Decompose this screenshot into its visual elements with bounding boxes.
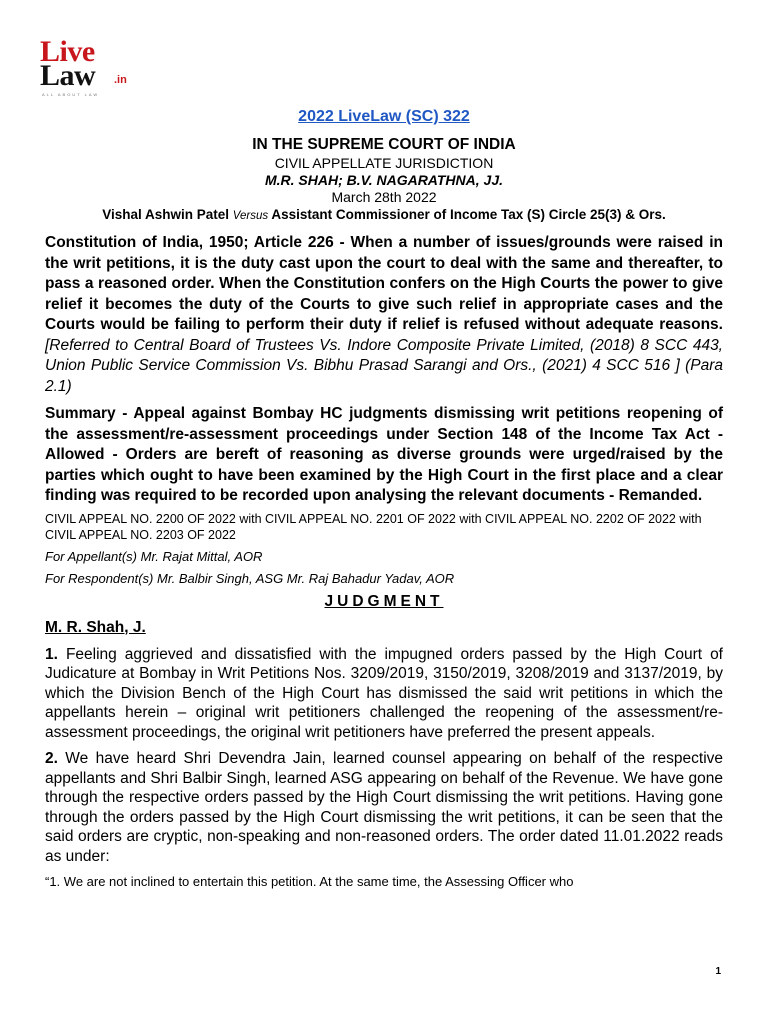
quoted-order: “1. We are not inclined to entertain this petition. At the same time, the Assessing Officer who xyxy=(45,874,574,889)
case-parties xyxy=(45,206,723,225)
paragraph-text: We have heard Shri Devendra Jain, learned counsel appearing on behalf of the respective appellants and Shri Balbir Singh, learned ASG appearing on behalf of the Revenue. We have gone through the respective orders passed by the High Court dismissing the writ petitions. Having gone through the orders passed by the High Court dismissing the writ petitions, it can be seen that the said orders are cryptic, non-speaking and non-reasoned orders. The order dated 11.01.2022 reads as under: xyxy=(45,750,724,865)
logo-tagline: ALL ABOUT LAW xyxy=(42,92,100,97)
citation-link[interactable]: 2022 LiveLaw (SC) 322 xyxy=(298,108,470,125)
court-name: IN THE SUPREME COURT OF INDIA xyxy=(252,136,516,153)
judgment-author: M. R. Shah, J. xyxy=(45,618,146,636)
document-body xyxy=(45,108,723,890)
logo-law-text: Law xyxy=(40,59,96,92)
logo-live-text: Live xyxy=(40,35,95,68)
paragraph-2 xyxy=(45,749,723,866)
jurisdiction: CIVIL APPELLATE JURISDICTION xyxy=(274,155,494,171)
counsel-respondent: For Respondent(s) Mr. Balbir Singh, ASG Mr. Raj Bahadur Yadav, AOR xyxy=(45,570,455,586)
headnote xyxy=(45,233,723,397)
page-number: 1 xyxy=(715,966,721,977)
paragraph-text: Feeling aggrieved and dissatisfied with the impugned orders passed by the High Court of Judicature at Bombay in Writ Petitions Nos. 3209/2019, 3150/2019, 3208/2019 and 3137/2019, by which the Division Bench of the High Court has dismissed the said writ petitions in which the appellants herein – original writ petitioners challenged the reopening of the assessment/re-assessment proceedings, the original writ petitioners have preferred the present appeals. xyxy=(45,645,723,741)
paragraph-1 xyxy=(45,645,723,743)
paragraph-number: 1. xyxy=(45,645,58,663)
appeal-numbers: CIVIL APPEAL NO. 2200 OF 2022 with CIVIL APPEAL NO. 2201 OF 2022 with CIVIL APPEAL NO. 2202 OF 2022 with CIVIL APPEAL NO. 2203 OF 2022 xyxy=(45,511,702,542)
livelaw-logo xyxy=(40,35,140,97)
summary: Summary - Appeal against Bombay HC judgments dismissing writ petitions reopening of the assessment/re-assessment proceedings under Section 148 of the Income Tax Act - Allowed - Orders are bereft of reasoning as diverse grounds were urged/raised by the parties which ought to have been examined by the High Court in the first place and a clear finding was required to be recorded upon analysing the relevant documents - Remanded. xyxy=(45,405,723,504)
appellant-name: Vishal Ashwin Patel xyxy=(102,207,230,222)
counsel-appellant: For Appellant(s) Mr. Rajat Mittal, AOR xyxy=(45,548,263,564)
respondent-name: Assistant Commissioner of Income Tax (S) Circle 25(3) & Ors. xyxy=(271,207,666,222)
versus-label: Versus xyxy=(232,210,269,222)
headnote-text: Constitution of India, 1950; Article 226 - When a number of issues/grounds were raised in the writ petitions, it is the duty cast upon the court to deal with the same and thereafter, to pass a reasoned order. When the Constitution confers on the High Courts the power to give relief it becomes the duty of the Courts to give such relief in appropriate cases and the Courts would be failing to perform their duty if relief is refused without adequate reasons. xyxy=(45,234,723,333)
logo-suffix: .in xyxy=(114,74,127,86)
bench: M.R. SHAH; B.V. NAGARATHNA, JJ. xyxy=(264,172,504,188)
judgment-heading: JUDGMENT xyxy=(324,592,444,610)
headnote-references: [Referred to Central Board of Trustees Vs. Indore Composite Private Limited, (2018) 8 SCC 443, Union Public Service Commission Vs. Bibhu Prasad Sarangi and Ors., (2021) 4 SCC 516 ] (Para 2.1) xyxy=(45,336,723,395)
judgment-date: March 28th 2022 xyxy=(331,189,437,205)
paragraph-number: 2. xyxy=(45,750,58,767)
